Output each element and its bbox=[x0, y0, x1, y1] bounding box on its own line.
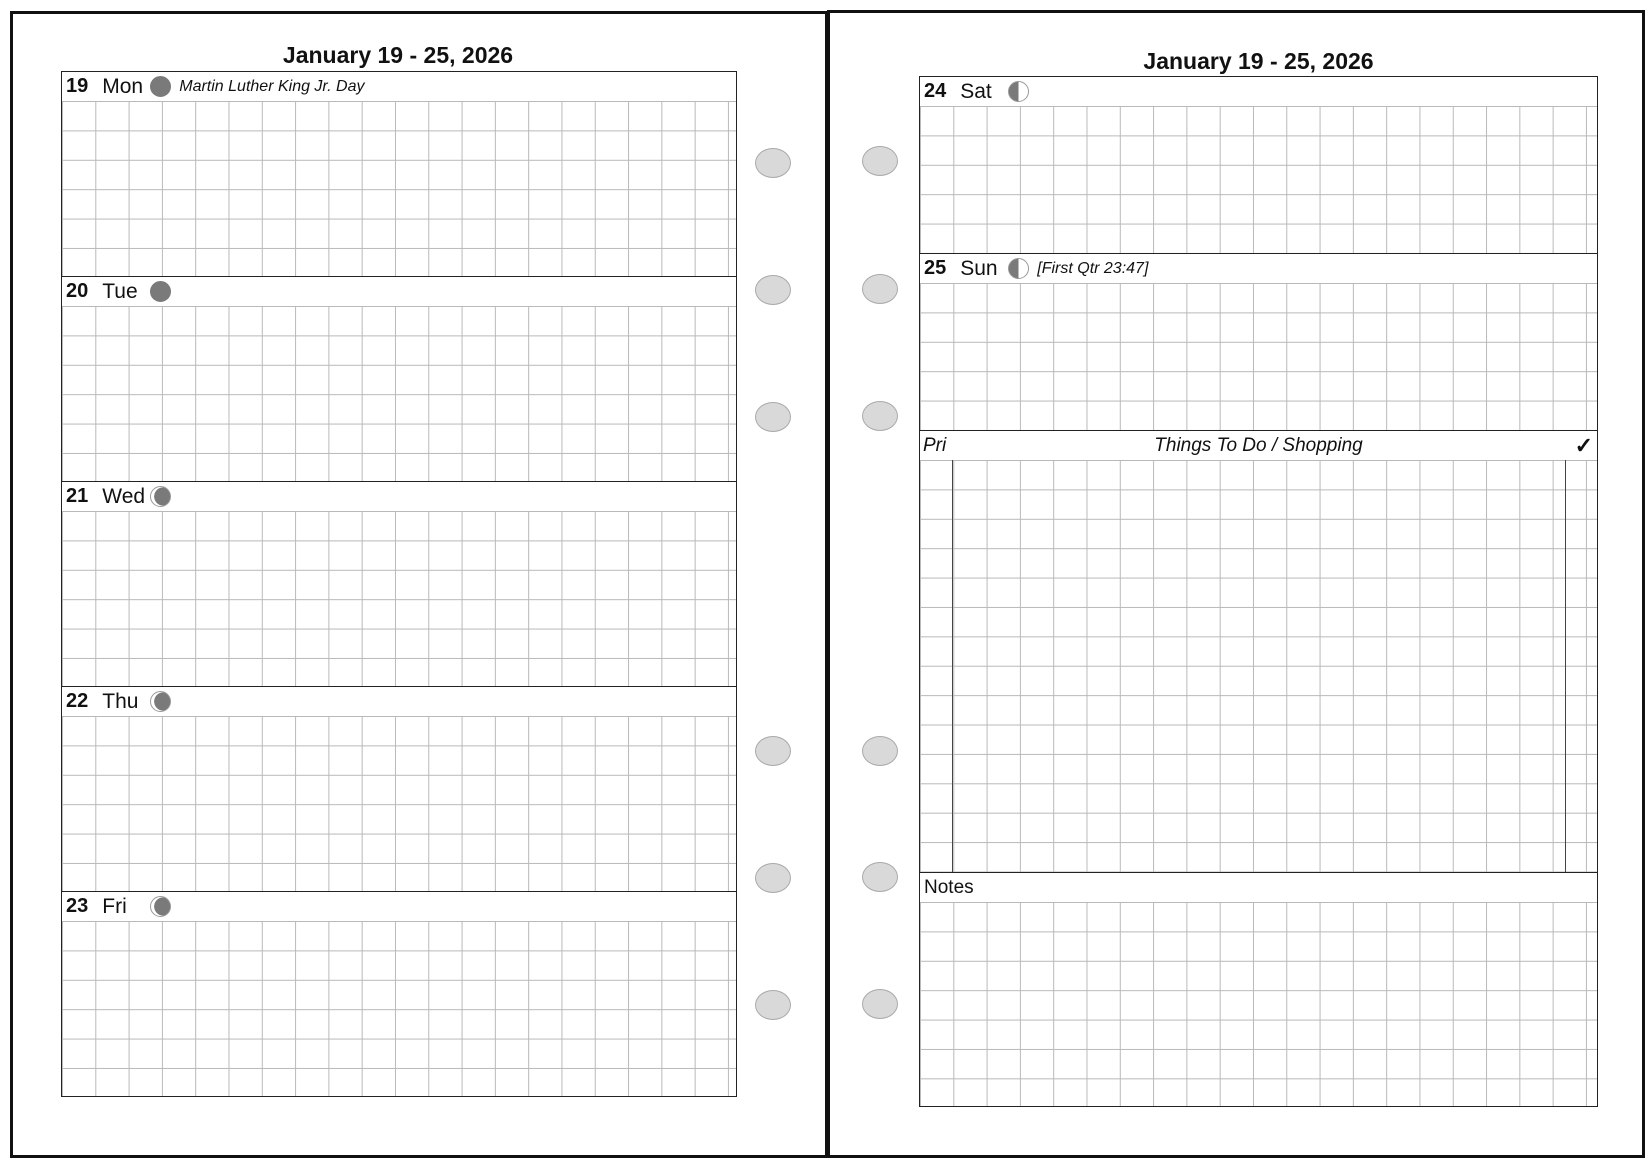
first-quarter-moon-icon bbox=[1008, 81, 1029, 102]
day-header bbox=[920, 254, 1597, 283]
right-page-title: January 19 - 25, 2026 bbox=[1143, 48, 1374, 74]
holiday-note: Martin Luther King Jr. Day bbox=[179, 77, 365, 95]
day-number: 20 bbox=[66, 280, 89, 302]
punch-hole bbox=[755, 736, 791, 766]
punch-hole bbox=[755, 990, 791, 1020]
writing-grid[interactable] bbox=[62, 306, 736, 481]
punch-hole bbox=[862, 736, 898, 766]
writing-grid[interactable] bbox=[920, 106, 1597, 253]
day-number: 19 bbox=[66, 75, 89, 97]
writing-grid[interactable] bbox=[920, 283, 1597, 430]
punch-hole bbox=[862, 274, 898, 304]
day-name: Sun bbox=[960, 256, 998, 280]
day-header bbox=[62, 892, 736, 921]
punch-hole bbox=[862, 862, 898, 892]
punch-hole bbox=[755, 402, 791, 432]
writing-grid[interactable] bbox=[62, 921, 736, 1096]
day-number: 21 bbox=[66, 485, 89, 507]
todo-writing-grid[interactable] bbox=[920, 460, 1597, 872]
first-quarter-moon-icon bbox=[1008, 258, 1029, 279]
todo-title: Things To Do / Shopping bbox=[1154, 435, 1363, 456]
day-header bbox=[62, 687, 736, 716]
checkbox-column-divider bbox=[1565, 460, 1566, 872]
day-header bbox=[62, 277, 736, 306]
punch-hole bbox=[755, 863, 791, 893]
left-page-title: January 19 - 25, 2026 bbox=[282, 42, 514, 68]
day-box-tuesday[interactable] bbox=[61, 276, 737, 482]
waxing-crescent-moon-icon bbox=[150, 896, 171, 917]
day-name: Wed bbox=[102, 484, 146, 508]
checkmark-icon: ✓ bbox=[1574, 433, 1593, 458]
day-number: 25 bbox=[924, 257, 947, 279]
writing-grid[interactable] bbox=[62, 716, 736, 891]
day-box-saturday[interactable] bbox=[919, 76, 1598, 254]
day-name: Fri bbox=[102, 894, 127, 918]
notes-box[interactable] bbox=[919, 872, 1598, 1107]
writing-grid[interactable] bbox=[62, 101, 736, 276]
notes-header bbox=[920, 873, 1597, 902]
day-name: Tue bbox=[102, 279, 138, 303]
waxing-crescent-moon-icon bbox=[150, 486, 171, 507]
punch-hole bbox=[862, 989, 898, 1019]
day-header bbox=[62, 72, 736, 101]
day-name: Mon bbox=[102, 74, 144, 98]
priority-column-label: Pri bbox=[923, 435, 947, 456]
day-box-sunday[interactable] bbox=[919, 253, 1598, 431]
day-number: 22 bbox=[66, 690, 89, 712]
punch-hole bbox=[755, 275, 791, 305]
todo-shopping-box[interactable] bbox=[919, 430, 1598, 873]
day-header bbox=[62, 482, 736, 511]
todo-header bbox=[920, 431, 1597, 460]
moon-phase-note: [First Qtr 23:47] bbox=[1037, 259, 1149, 277]
day-number: 23 bbox=[66, 895, 89, 917]
day-name: Thu bbox=[102, 689, 139, 713]
punch-hole bbox=[862, 146, 898, 176]
punch-hole bbox=[755, 148, 791, 178]
day-box-friday[interactable] bbox=[61, 891, 737, 1097]
day-name: Sat bbox=[960, 79, 992, 103]
notes-label: Notes bbox=[924, 876, 974, 898]
writing-grid[interactable] bbox=[62, 511, 736, 686]
waxing-crescent-moon-icon bbox=[150, 691, 171, 712]
day-box-thursday[interactable] bbox=[61, 686, 737, 892]
day-box-wednesday[interactable] bbox=[61, 481, 737, 687]
priority-column-divider bbox=[952, 460, 953, 872]
punch-hole bbox=[862, 401, 898, 431]
new-moon-icon bbox=[150, 76, 171, 97]
day-box-monday[interactable] bbox=[61, 71, 737, 277]
day-header bbox=[920, 77, 1597, 106]
notes-writing-grid[interactable] bbox=[920, 902, 1597, 1106]
new-moon-icon bbox=[150, 281, 171, 302]
day-number: 24 bbox=[924, 80, 947, 102]
